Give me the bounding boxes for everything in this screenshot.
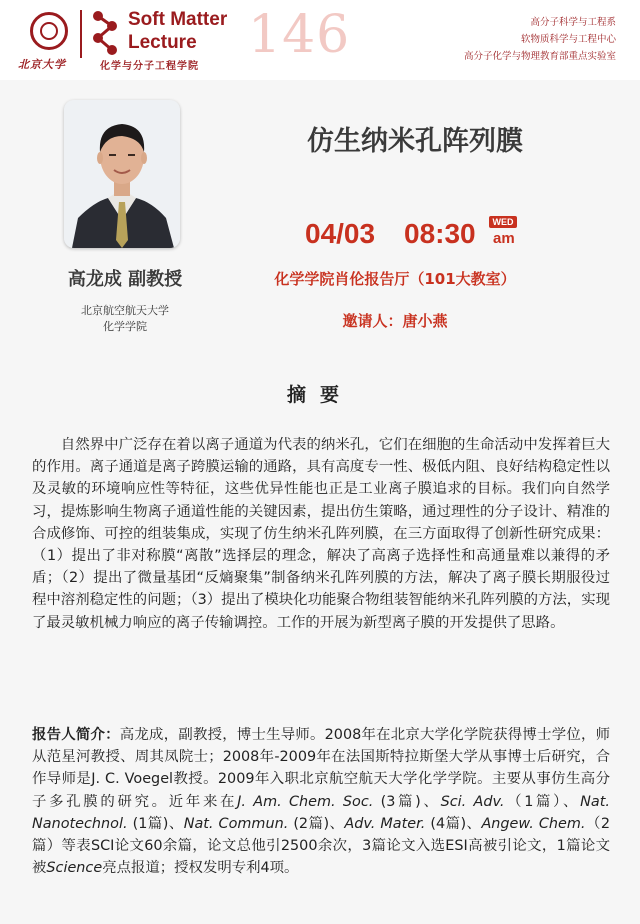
journal-name: Angew. Chem. <box>481 815 586 832</box>
bio-text: （2篇）等表SCI论文60余篇，论文总他引2500余次，3篇论文入选ESI高被引论文，1篇论文被 <box>32 815 610 877</box>
speaker-name: 高龙成 副教授 <box>67 269 183 290</box>
abstract-heading: 摘要 <box>286 384 353 406</box>
speaker-affiliation-school: 化学学院 <box>103 320 147 333</box>
affiliation-line: 高分子科学与工程系 <box>530 17 616 28</box>
bio-text: 高龙成，副教授，博士生导师。2008年在北京大学化学院获得博士学位，师从范星河教授、周其凤院士；2008年-2009年在法国斯特拉斯堡大学从事博士后研究，合作导师是J. C. Voegel教授。2009年入职北京航空航天大学化学学院。主要从事仿生高分子多孔膜的研究。近年来在 <box>32 727 610 810</box>
speaker-photo <box>64 100 180 248</box>
college-name: 化学与分子工程学院 <box>100 61 199 72</box>
am-pm-label: am <box>493 230 515 247</box>
journal-name: Nat. Commun. <box>183 815 289 832</box>
university-name: 北京大学 <box>18 58 66 71</box>
series-title-line1: Soft Matter <box>128 9 228 30</box>
talk-title: 仿生纳米孔阵列膜 <box>307 126 523 157</box>
series-title-line2: Lecture <box>128 32 197 53</box>
bio-text: 亮点报道；授权发明专利4项。 <box>102 860 299 877</box>
soft-matter-molecule-icon <box>90 10 120 56</box>
bio-text: （1篇）、 <box>504 793 581 810</box>
bio-text: (1篇)、 <box>127 815 184 832</box>
pku-seal-logo <box>30 12 68 50</box>
bio-text: (3篇)、 <box>373 793 441 810</box>
header-bar <box>0 0 640 80</box>
journal-name: Science <box>46 860 103 877</box>
bio-text: (4篇)、 <box>425 815 482 832</box>
bio-label: 报告人简介： <box>32 727 120 743</box>
bio-text: (2篇)、 <box>288 815 345 832</box>
journal-name: Adv. Mater. <box>344 815 426 832</box>
affiliation-line: 软物质科学与工程中心 <box>520 34 616 45</box>
journal-name: Sci. Adv. <box>440 793 505 810</box>
weekday-badge: WED <box>489 216 517 228</box>
journal-name: J. Am. Chem. Soc. <box>237 793 374 810</box>
abstract-body: 自然界中广泛存在着以离子通道为代表的纳米孔，它们在细胞的生命活动中发挥着巨大的作用。离子通道是离子跨膜运输的通路，具有高度专一性、极低内阻、良好结构稳定性以及灵敏的环境响应性等特征，这些优异性能也正是工业离子膜追求的目标。我们向自然学习，提炼影响生物离子通道性能的关键因素，提出仿生策略，通过理性的分子设计、精准的合成修饰、可控的组装集成，实现了仿生纳米孔阵列膜，在三方面取得了创新性研究成果：（1）提出了非对称膜“离散”选择层的理念，解决了高离子选择性和高通量难以兼得的矛盾；（2）提出了微量基团“反熵聚集”制备纳米孔阵列膜的方法，解决了离子膜长期服役过程中溶剂稳定性的问题；（3）提出了模块化功能聚合物组装智能纳米孔阵列膜的方法，实现了最灵敏机械力响应的离子传输调控。工作的开展为新型离子膜的开发提供了思路。 <box>32 437 610 631</box>
host-affiliations <box>464 14 616 65</box>
talk-date: 04/03 <box>305 218 376 249</box>
header-divider <box>80 10 82 58</box>
speaker-bio <box>32 724 610 879</box>
affiliation-line: 高分子化学与物理教育部重点实验室 <box>463 51 616 62</box>
lecture-number: 146 <box>248 5 351 65</box>
speaker-affiliation-university: 北京航空航天大学 <box>81 304 169 317</box>
journal-name: Nat. Nanotechnol. <box>32 793 610 832</box>
talk-inviter: 邀请人：唐小燕 <box>342 312 448 330</box>
talk-time: 08:30 <box>404 218 476 249</box>
talk-venue: 化学学院肖伦报告厅（101大教室） <box>274 270 516 288</box>
